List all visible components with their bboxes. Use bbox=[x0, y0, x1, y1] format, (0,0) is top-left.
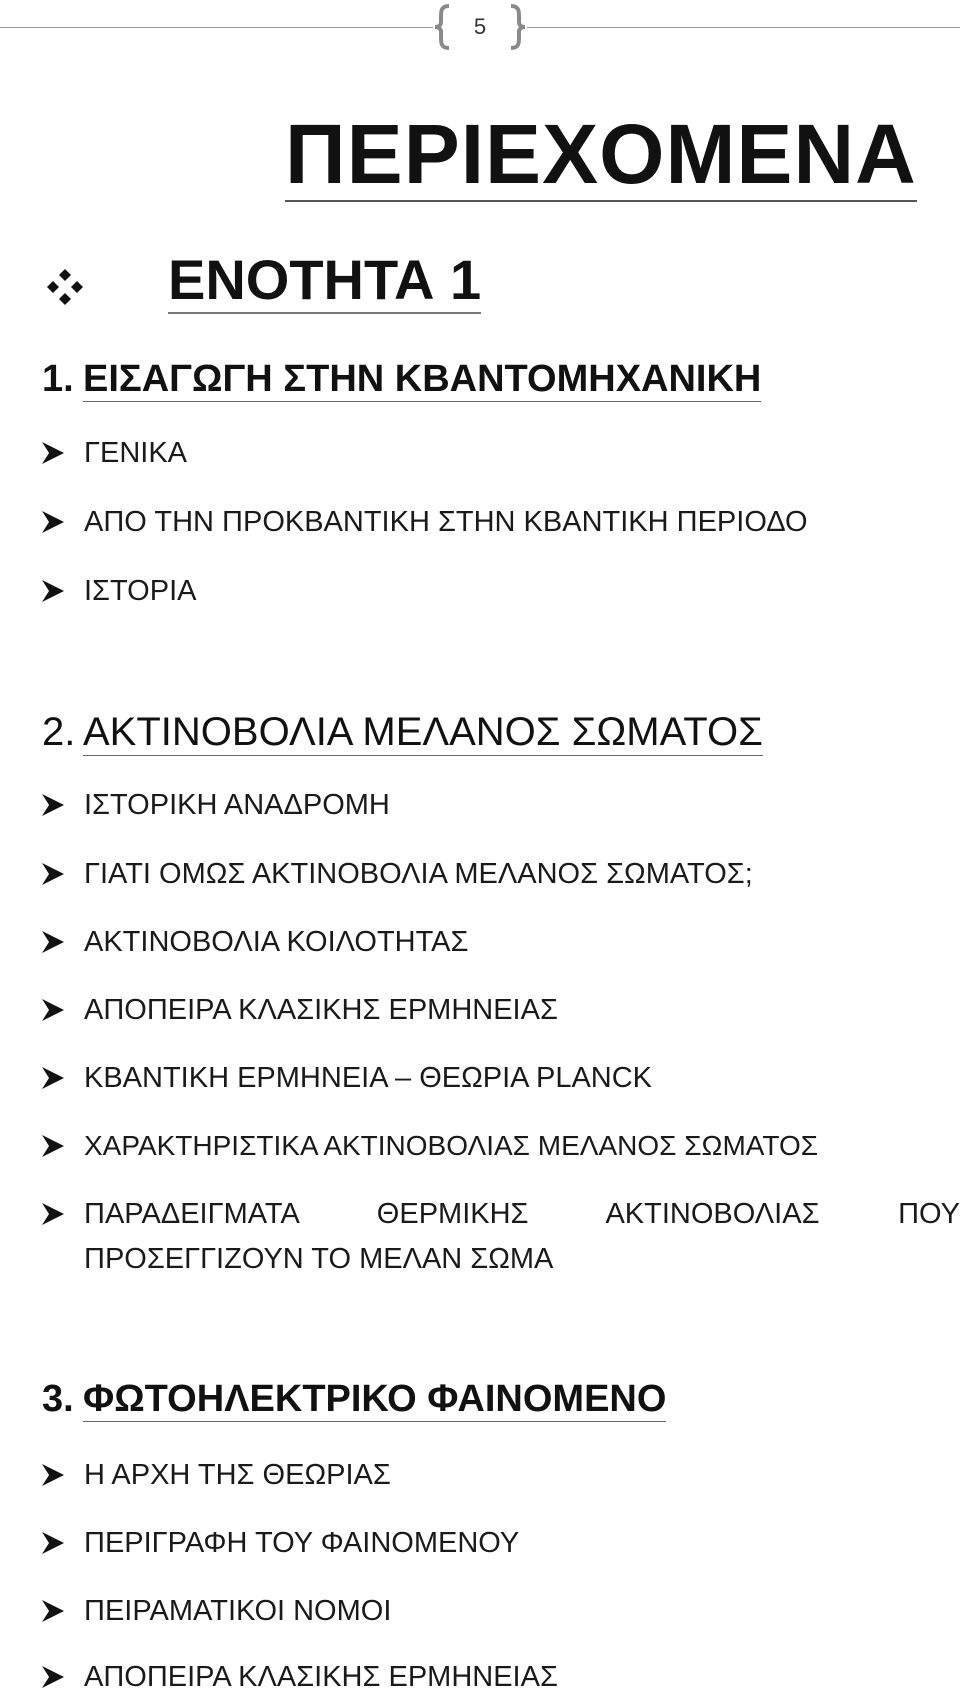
arrowhead-bullet-icon bbox=[40, 1201, 66, 1227]
arrowhead-bullet-icon bbox=[40, 1462, 66, 1488]
section-1-title: ΕΙΣΑΓΩΓΗ ΣΤΗΝ ΚΒΑΝΤΟΜΗΧΑΝΙΚΗ bbox=[83, 358, 762, 400]
toc-item: ΠΕΡΙΓΡΑΦΗ ΤΟΥ ΦΑΙΝΟΜΕΝΟΥ bbox=[84, 1527, 520, 1559]
arrowhead-bullet-icon bbox=[40, 997, 66, 1023]
toc-item: ΙΣΤΟΡΙΚΗ ΑΝΑΔΡΟΜΗ bbox=[84, 789, 390, 821]
toc-item: ΓΕΝΙΚΑ bbox=[84, 437, 188, 469]
arrowhead-bullet-icon bbox=[40, 1530, 66, 1556]
section-3-title: ΦΩΤΟΗΛΕΚΤΡΙΚΟ ΦΑΙΝΟΜΕΝΟ bbox=[83, 1378, 667, 1420]
arrowhead-bullet-icon bbox=[40, 1598, 66, 1624]
section-3-number: 3. bbox=[42, 1378, 74, 1420]
toc-item-continuation: ΠΡΟΣΕΓΓΙΖΟΥΝ ΤΟ ΜΕΛΑΝ ΣΩΜΑ bbox=[84, 1243, 554, 1275]
toc-item: ΓΙΑΤΙ ΟΜΩΣ ΑΚΤΙΝΟΒΟΛΙΑ ΜΕΛΑΝΟΣ ΣΩΜΑΤΟΣ; bbox=[84, 858, 753, 890]
arrowhead-bullet-icon bbox=[40, 1133, 66, 1159]
arrowhead-bullet-icon bbox=[40, 440, 66, 466]
toc-item: ΙΣΤΟΡΙΑ bbox=[84, 575, 197, 607]
arrowhead-bullet-icon bbox=[40, 861, 66, 887]
section-1-number: 1. bbox=[42, 358, 74, 400]
arrowhead-bullet-icon bbox=[40, 1664, 66, 1690]
toc-item: ΑΠΟΠΕΙΡΑ ΚΛΑΣΙΚΗΣ ΕΡΜΗΝΕΙΑΣ bbox=[84, 1661, 558, 1693]
toc-item: ΠΕΙΡΑΜΑΤΙΚΟΙ ΝΟΜΟΙ bbox=[84, 1595, 392, 1627]
arrowhead-bullet-icon bbox=[40, 929, 66, 955]
toc-item: ΧΑΡΑΚΤΗΡΙΣΤΙΚΑ ΑΚΤΙΝΟΒΟΛΙΑΣ ΜΕΛΑΝΟΣ ΣΩΜΑΤΟΣ bbox=[84, 1130, 819, 1161]
toc-item: ΑΠΟ ΤΗΝ ΠΡΟΚΒΑΝΤΙΚΗ ΣΤΗΝ ΚΒΑΝΤΙΚΗ ΠΕΡΙΟΔΟ bbox=[84, 506, 808, 538]
header-rule-right bbox=[527, 27, 960, 28]
arrowhead-bullet-icon bbox=[40, 792, 66, 818]
toc-item: ΚΒΑΝΤΙΚΗ ΕΡΜΗΝΕΙΑ – ΘΕΩΡΙΑ PLANCK bbox=[84, 1062, 653, 1094]
arrowhead-bullet-icon bbox=[40, 578, 66, 604]
page-title: ΠΕΡΙΕΧΟΜΕΝΑ bbox=[285, 107, 917, 201]
header-rule-left bbox=[0, 27, 433, 28]
arrowhead-bullet-icon bbox=[40, 1065, 66, 1091]
toc-item: ΑΚΤΙΝΟΒΟΛΙΑ ΚΟΙΛΟΤΗΤΑΣ bbox=[84, 926, 469, 958]
unit-heading: ΕΝΟΤΗΤΑ 1 bbox=[168, 252, 481, 314]
diamond-cluster-icon bbox=[46, 268, 84, 306]
toc-item: ΠΑΡΑΔΕΙΓΜΑΤΑ ΘΕΡΜΙΚΗΣ ΑΚΤΙΝΟΒΟΛΙΑΣ ΠΟΥ bbox=[84, 1198, 960, 1230]
page-number: 5 bbox=[473, 14, 487, 39]
arrowhead-bullet-icon bbox=[40, 509, 66, 535]
page-number-box bbox=[433, 3, 527, 51]
section-2-number: 2. bbox=[42, 710, 76, 754]
toc-item: Η ΑΡΧΗ ΤΗΣ ΘΕΩΡΙΑΣ bbox=[84, 1459, 391, 1491]
toc-item: ΑΠΟΠΕΙΡΑ ΚΛΑΣΙΚΗΣ ΕΡΜΗΝΕΙΑΣ bbox=[84, 994, 558, 1026]
section-2-title: ΑΚΤΙΝΟΒΟΛΙΑ ΜΕΛΑΝΟΣ ΣΩΜΑΤΟΣ bbox=[83, 710, 763, 754]
